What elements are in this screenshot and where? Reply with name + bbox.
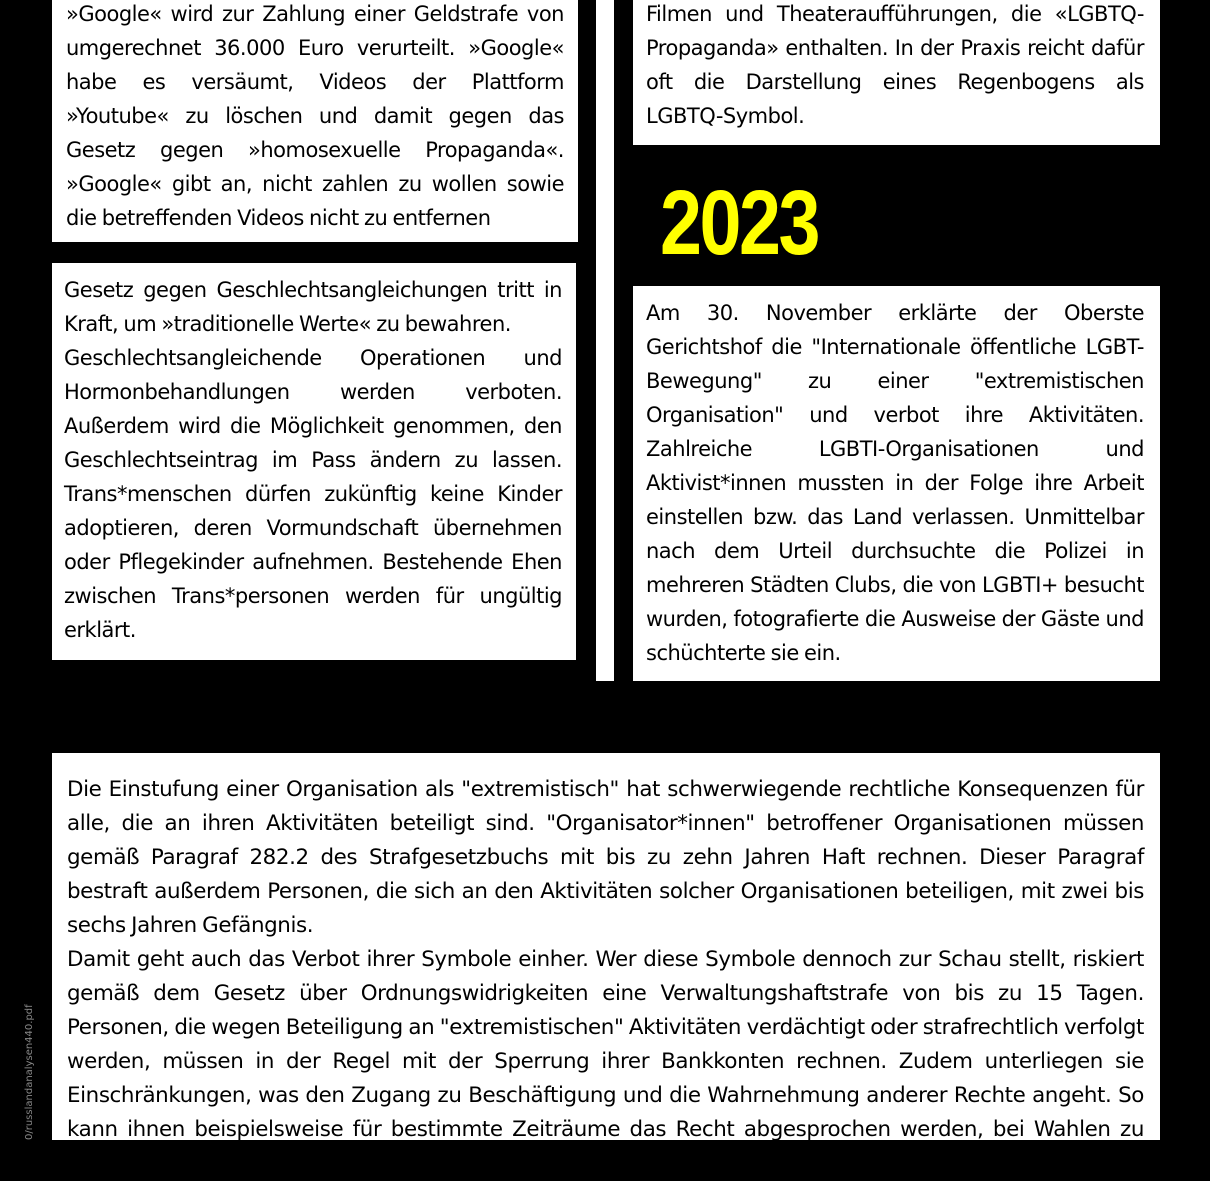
google-fine-text: »Google« wird zur Zahlung einer Geldstrafe von umgerechnet 36.000 Euro verurteilt. »Google« habe es versäumt, Videos der Plattform »Youtube« zu löschen und damit gegen das Gesetz gegen »homosexuelle Propaganda«. »Google« gibt an, nicht zahlen zu wollen sowie die betreffenden Videos nicht zu entfernen [66, 2, 564, 230]
source-note: 0/russlandanalysen440.pdf [24, 1004, 35, 1140]
timeline-entry-trans-law [52, 263, 576, 660]
trans-law-text-2: Geschlechtsangleichende Operationen und Hormonbehandlungen werden verboten. Außerdem wird die Möglichkeit genommen, den Geschlechtseintrag im Pass ändern zu lassen. Trans*menschen dürfen zukünftig keine Kinder adoptieren, deren Vormundschaft übernehmen oder Pflegekinder aufnehmen. Bestehende Ehen zwischen Trans*personen werden für ungültig erklärt. [64, 346, 562, 642]
consequences-box [52, 753, 1160, 1176]
timeline-entry-supreme-court [633, 286, 1160, 681]
timeline-entry-google-fine [52, 0, 578, 242]
year-heading: 2023 [660, 172, 818, 274]
supreme-court-text: Am 30. November erklärte der Oberste Gerichtshof die "Internationale öffentliche LGBT-Bewegung" zu einer "extremistischen Organisation" und verbot ihre Aktivitäten. Zahlreiche LGBTI-Organisationen und Aktivist*innen mussten in der Folge ihre Arbeit einstellen bzw. das Land verlassen. Unmittelbar nach dem Urteil durchsuchte die Polizei in mehreren Städten Clubs, die von LGBTI+ besucht wurden, fotografierte die Ausweise der Gäste und schüchterte sie ein. [646, 301, 1144, 665]
lgbtq-propaganda-text: Filmen und Theateraufführungen, die «LGBTQ-Propaganda» enthalten. In der Praxis reicht dafür oft die Darstellung eines Regenbogens als LGBTQ-Symbol. [646, 2, 1144, 128]
timeline-entry-lgbtq-propaganda [633, 0, 1160, 145]
consequences-paragraph-1: Die Einstufung einer Organisation als "extremistisch" hat schwerwiegende rechtliche Konsequenzen für alle, die an ihren Aktivitäten beteiligt sind. "Organisator*innen" betroffener Organisationen müssen gemäß Paragraf 282.2 des Strafgesetzbuchs mit bis zu zehn Jahren Haft rechnen. Dieser Paragraf bestraft außerdem Personen, die sich an den Aktivitäten solcher Organisationen beteiligen, mit zwei bis sechs Jahren Gefängnis. [67, 777, 1144, 938]
trans-law-text-1: Gesetz gegen Geschlechtsangleichungen tritt in Kraft, um »traditionelle Werte« zu bewahren. [64, 278, 562, 336]
consequences-paragraph-2: Damit geht auch das Verbot ihrer Symbole einher. Wer diese Symbole dennoch zur Schau stellt, riskiert gemäß dem Gesetz über Ordnungswidrigkeiten eine Verwaltungshaftstrafe von bis zu 15 Tagen. Personen, die wegen Beteiligung an "extremistischen" Aktivitäten verdächtigt oder strafrechtlich verfolgt werden, müssen in der Regel mit der Sperrung ihrer Bankkonten rechnen. Zudem unterliegen sie Einschränkungen, was den Zugang zu Beschäftigung und die Wahrnehmung anderer Rechte angeht. So kann ihnen beispielsweise für bestimmte Zeiträume das Recht abgesprochen werden, bei Wahlen zu kandidieren. [67, 947, 1144, 1176]
timeline-divider [596, 0, 614, 681]
